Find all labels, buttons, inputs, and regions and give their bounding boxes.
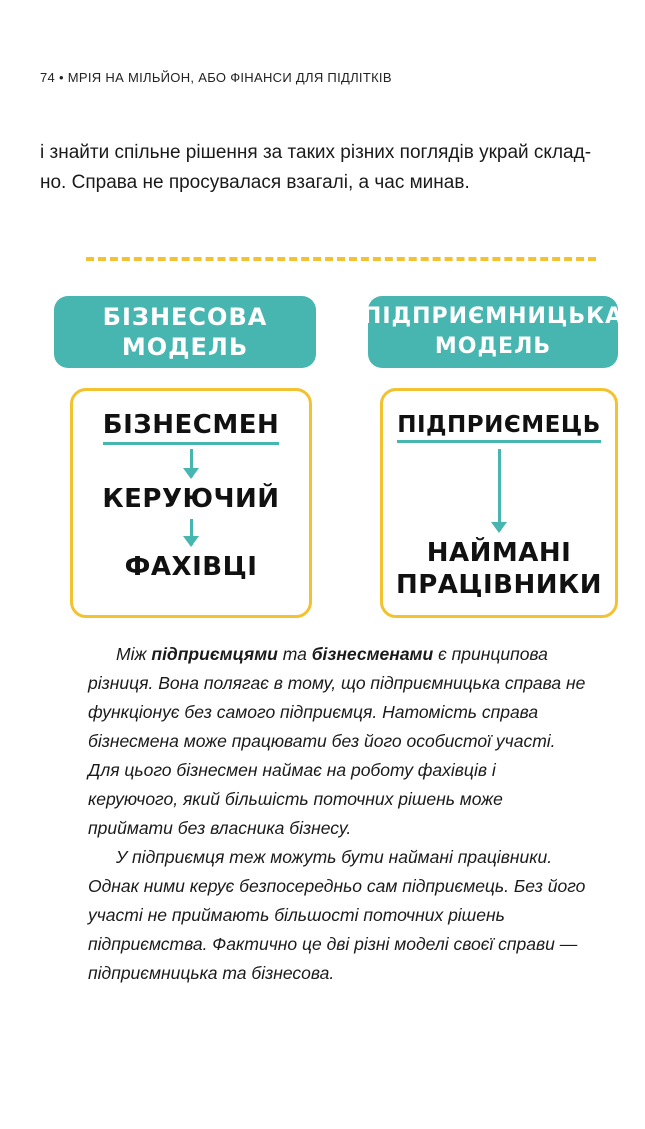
bullet-separator: • bbox=[58, 70, 64, 85]
entrepreneur-model-label-line1: ПІДПРИЄМНИЦЬКА bbox=[362, 304, 624, 329]
p1-start: Між bbox=[116, 644, 152, 664]
running-title: МРІЯ НА МІЛЬЙОН, АБО ФІНАНСИ ДЛЯ ПІДЛІТКІВ bbox=[67, 70, 392, 85]
entrepreneur-model-box bbox=[380, 388, 618, 618]
business-model-label bbox=[54, 296, 316, 368]
manager-node: КЕРУЮЧИЙ bbox=[102, 484, 280, 514]
p1-bold-entrepreneurs: підприємцями bbox=[151, 644, 278, 664]
intro-line-1: і знайти спільне рішення за таких різних поглядів украй склад- bbox=[40, 142, 592, 163]
hired-workers-line2: ПРАЦІВНИКИ bbox=[395, 570, 603, 600]
intro-line-2: но. Справа не просувалася взагалі, а час минав. bbox=[40, 172, 470, 193]
specialists-node: ФАХІВЦІ bbox=[124, 552, 258, 582]
paragraph-2: У підприємця теж можуть бути наймані працівники. Однак ними керує безпосередньо сам підприємець. Без його участі не приймають більшості поточних рішень підприємства. Фактично це дві різні моделі своєї справи — підприємницька та бізнесова. bbox=[88, 847, 586, 983]
dashed-divider bbox=[86, 257, 596, 261]
arrow-down-icon bbox=[190, 449, 193, 477]
entrepreneur-node bbox=[383, 409, 615, 441]
hired-workers-node bbox=[383, 537, 615, 601]
intro-paragraph bbox=[40, 138, 620, 198]
business-model-label-line2: МОДЕЛЬ bbox=[121, 333, 249, 361]
business-model-box bbox=[70, 388, 312, 618]
hired-workers-line1: НАЙМАНІ bbox=[426, 538, 572, 568]
entrepreneur-model-label bbox=[362, 296, 624, 368]
p1-bold-businessmen: бізнесменами bbox=[311, 644, 434, 664]
arrow-down-icon bbox=[190, 519, 193, 545]
p1-mid: та bbox=[277, 644, 312, 664]
arrow-down-icon bbox=[498, 449, 501, 531]
page-number: 74 bbox=[40, 70, 56, 85]
entrepreneur-label: ПІДПРИЄМЕЦЬ bbox=[397, 412, 601, 443]
paragraph-1 bbox=[88, 640, 588, 843]
businessman-node bbox=[73, 409, 309, 441]
body-text bbox=[88, 640, 588, 988]
businessman-label: БІЗНЕСМЕН bbox=[103, 410, 279, 445]
business-model-label-line1: БІЗНЕСОВА bbox=[102, 303, 268, 331]
running-head bbox=[40, 70, 392, 85]
entrepreneur-model-label-line2: МОДЕЛЬ bbox=[434, 334, 552, 359]
p1-rest: є принципова різниця. Вона полягає в тому, що підприємницька справа не функціонує без самого підприємця. Натомість справа бізнесмена може працювати без його особистої участі. Для цього бізнесмен наймає на роботу фахівців і керуючого, який більшість поточних рішень може приймати без власника бізнесу. bbox=[88, 644, 586, 838]
